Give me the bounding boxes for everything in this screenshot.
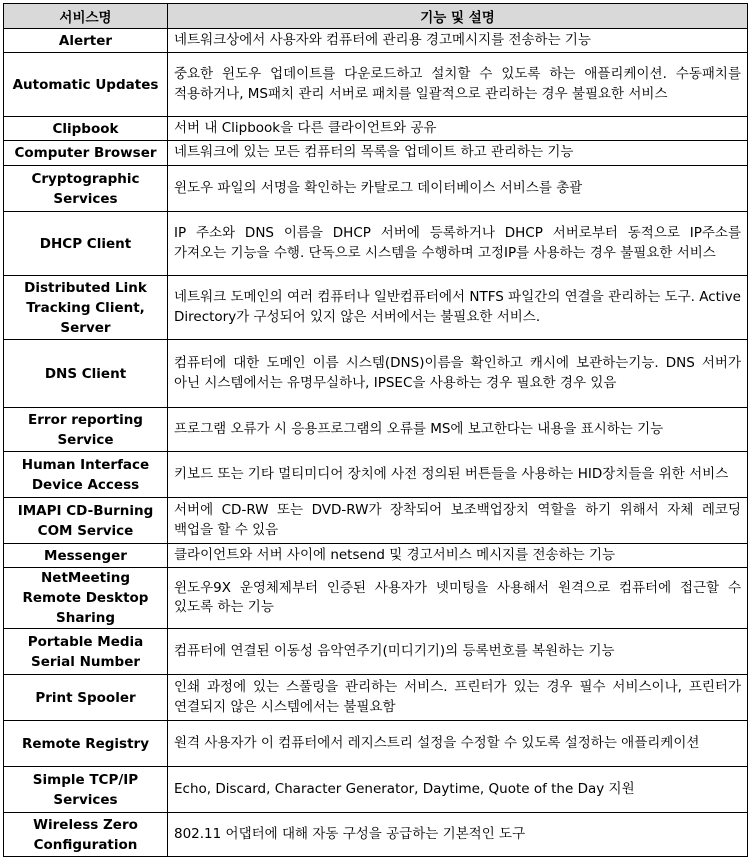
service-description: 인쇄 과정에 있는 스풀링을 관리하는 서비스. 프린터가 있는 경우 필수 서비스이나, 프린터가 연결되지 않은 시스템에서는 불필요함 xyxy=(168,675,748,721)
table-row xyxy=(4,452,748,498)
service-name: Cryptographic Services xyxy=(4,166,168,212)
services-table-container xyxy=(3,3,748,857)
service-description: Echo, Discard, Character Generator, Daytime, Quote of the Day 지원 xyxy=(168,767,748,813)
table-row xyxy=(4,212,748,276)
service-description: 프로그램 오류가 시 응용프로그램의 오류를 MS에 보고한다는 내용을 표시하는 기능 xyxy=(168,408,748,452)
table-row xyxy=(4,629,748,675)
service-name: IMAPI CD-Burning COM Service xyxy=(4,498,168,544)
service-description: 서버 내 Clipbook을 다른 클라이언트와 공유 xyxy=(168,117,748,141)
service-description: 원격 사용자가 이 컴퓨터에서 레지스트리 설정을 수정할 수 있도록 설정하는 애플리케이션 xyxy=(168,721,748,767)
table-row xyxy=(4,117,748,141)
table-row xyxy=(4,813,748,857)
table-row xyxy=(4,767,748,813)
table-row xyxy=(4,408,748,452)
service-description: 윈도우9X 운영체제부터 인증된 사용자가 넷미팅을 사용해서 원격으로 컴퓨터에 접근할 수 있도록 하는 기능 xyxy=(168,568,748,629)
service-description: 윈도우 파일의 서명을 확인하는 카탈로그 데이터베이스 서비스를 총괄 xyxy=(168,166,748,212)
service-description: 네트워크 도메인의 여러 컴퓨터나 일반컴퓨터에서 NTFS 파일간의 연결을 관리하는 도구. Active Directory가 구성되어 있지 않은 서버에서는 불필요한 서비스. xyxy=(168,276,748,340)
service-description: 네트워크상에서 사용자와 컴퓨터에 관리용 경고메시지를 전송하는 기능 xyxy=(168,29,748,53)
service-name: Error reporting Service xyxy=(4,408,168,452)
service-name: Remote Registry xyxy=(4,721,168,767)
service-name: Human Interface Device Access xyxy=(4,452,168,498)
table-row xyxy=(4,29,748,53)
table-header-row xyxy=(4,4,748,29)
table-row xyxy=(4,498,748,544)
table-row xyxy=(4,141,748,166)
service-name: Wireless Zero Configuration xyxy=(4,813,168,857)
service-name: Simple TCP/IP Services xyxy=(4,767,168,813)
table-row xyxy=(4,675,748,721)
service-name: NetMeeting Remote Desktop Sharing xyxy=(4,568,168,629)
service-name: Distributed Link Tracking Client, Server xyxy=(4,276,168,340)
service-description: 네트워크에 있는 모든 컴퓨터의 목록을 업데이트 하고 관리하는 기능 xyxy=(168,141,748,166)
service-name: DNS Client xyxy=(4,340,168,408)
service-name: Clipbook xyxy=(4,117,168,141)
service-name: Messenger xyxy=(4,544,168,568)
table-row xyxy=(4,276,748,340)
table-row xyxy=(4,53,748,117)
service-description: 서버에 CD-RW 또는 DVD-RW가 장착되어 보조백업장치 역할을 하기 위해서 자체 레코딩 백업을 할 수 있음 xyxy=(168,498,748,544)
table-row xyxy=(4,568,748,629)
service-description: 중요한 윈도우 업데이트를 다운로드하고 설치할 수 있도록 하는 애플리케이션. 수동패치를 적용하거나, MS패치 관리 서버로 패치를 일괄적으로 관리하는 경우 불필요한 서비스 xyxy=(168,53,748,117)
service-description: IP 주소와 DNS 이름을 DHCP 서버에 등록하거나 DHCP 서버로부터 동적으로 IP주소를 가져오는 기능을 수행. 단독으로 시스템을 수행하며 고정IP를 사용하는 경우 불필요한 서비스 xyxy=(168,212,748,276)
table-row xyxy=(4,721,748,767)
header-description: 기능 및 설명 xyxy=(168,4,748,29)
service-description: 컴퓨터에 연결된 이동성 음악연주기(미디기기)의 등록번호를 복원하는 기능 xyxy=(168,629,748,675)
table-row xyxy=(4,166,748,212)
service-description: 컴퓨터에 대한 도메인 이름 시스템(DNS)이름을 확인하고 캐시에 보관하는기능. DNS 서버가 아닌 시스템에서는 유명무실하나, IPSEC을 사용하는 경우 필요한 경우 있음 xyxy=(168,340,748,408)
service-name: Computer Browser xyxy=(4,141,168,166)
services-table xyxy=(3,3,748,857)
service-name: Automatic Updates xyxy=(4,53,168,117)
service-name: DHCP Client xyxy=(4,212,168,276)
service-description: 키보드 또는 기타 멀티미디어 장치에 사전 정의된 버튼들을 사용하는 HID장치들을 위한 서비스 xyxy=(168,452,748,498)
service-name: Alerter xyxy=(4,29,168,53)
table-row xyxy=(4,340,748,408)
service-name: Portable Media Serial Number xyxy=(4,629,168,675)
header-service-name: 서비스명 xyxy=(4,4,168,29)
table-row xyxy=(4,544,748,568)
service-description: 클라이언트와 서버 사이에 netsend 및 경고서비스 메시지를 전송하는 기능 xyxy=(168,544,748,568)
service-name: Print Spooler xyxy=(4,675,168,721)
service-description: 802.11 어댑터에 대해 자동 구성을 공급하는 기본적인 도구 xyxy=(168,813,748,857)
